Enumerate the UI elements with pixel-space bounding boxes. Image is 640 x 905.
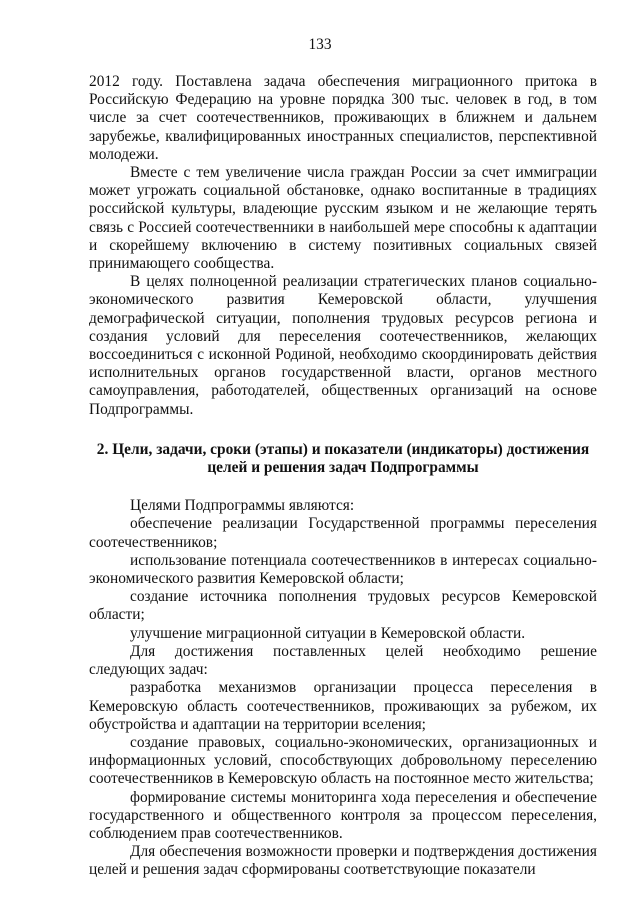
page-content — [89, 73, 597, 880]
paragraph: Для обеспечения возможности проверки и подтверждения достижения целей и решения задач сформированы соответствующие показатели — [89, 843, 597, 879]
page-number: 133 — [308, 36, 332, 53]
paragraph: 2012 году. Поставлена задача обеспечения миграционного притока в Российскую Федерацию на уровне порядка 300 тыс. человек в год, в том числе за счет соотечественников, проживающих в ближнем и дальнем зарубежье, квалифицированных иностранных специалистов, перспективной молодежи. — [89, 73, 597, 163]
list-item: улучшение миграционной ситуации в Кемеровской области. — [130, 624, 526, 642]
list-item: использование потенциала соотечественников в интересах социально-экономического развития Кемеровской области; — [89, 551, 597, 588]
list-item: разработка механизмов организации процесса переселения в Кемеровскую область соотечественников, проживающих за рубежом, их обустройства и адаптации на территории вселения; — [89, 679, 597, 733]
paragraph: Для достижения поставленных целей необходимо решение следующих задач: — [89, 642, 597, 679]
list-item: создание правовых, социально-экономических, организационных и информационных условий, способствующих добровольному переселению соотечественников в Кемеровскую область на постоянное место жительства; — [89, 733, 597, 788]
list-item: формирование системы мониторинга хода переселения и обеспечение государственного и общественного контроля за процессом переселения, соблюдением прав соотечественников. — [89, 788, 597, 842]
section-heading: 2. Цели, задачи, сроки (этапы) и показатели (индикаторы) достижения целей и решения задач Подпрограммы — [96, 440, 590, 477]
paragraph: Целями Подпрограммы являются: — [130, 497, 355, 515]
paragraph: Вместе с тем увеличение числа граждан России за счет иммиграции может угрожать социальной обстановке, однако воспитанные в традициях российской культуры, владеющие русским языком и не желающие терять связь с Россией соотечественники в наибольшей мере способны к адаптации и скорейшему включению в систему позитивных социальных связей принимающего сообщества. — [89, 164, 597, 273]
paragraph: В целях полноценной реализации стратегических планов социально-экономического развития Кемеровской области, улучшения демографической ситуации, пополнения трудовых ресурсов региона и создания условий для переселения соотечественников, желающих воссоединиться с исконной Родиной, необходимо скоординировать действия исполнительных органов государственной власти, органов местного самоуправления, работодателей, общественных организаций на основе Подпрограммы. — [89, 273, 597, 418]
list-item: обеспечение реализации Государственной программы переселения соотечественников; — [89, 515, 597, 551]
list-item: создание источника пополнения трудовых ресурсов Кемеровской области; — [89, 588, 597, 624]
